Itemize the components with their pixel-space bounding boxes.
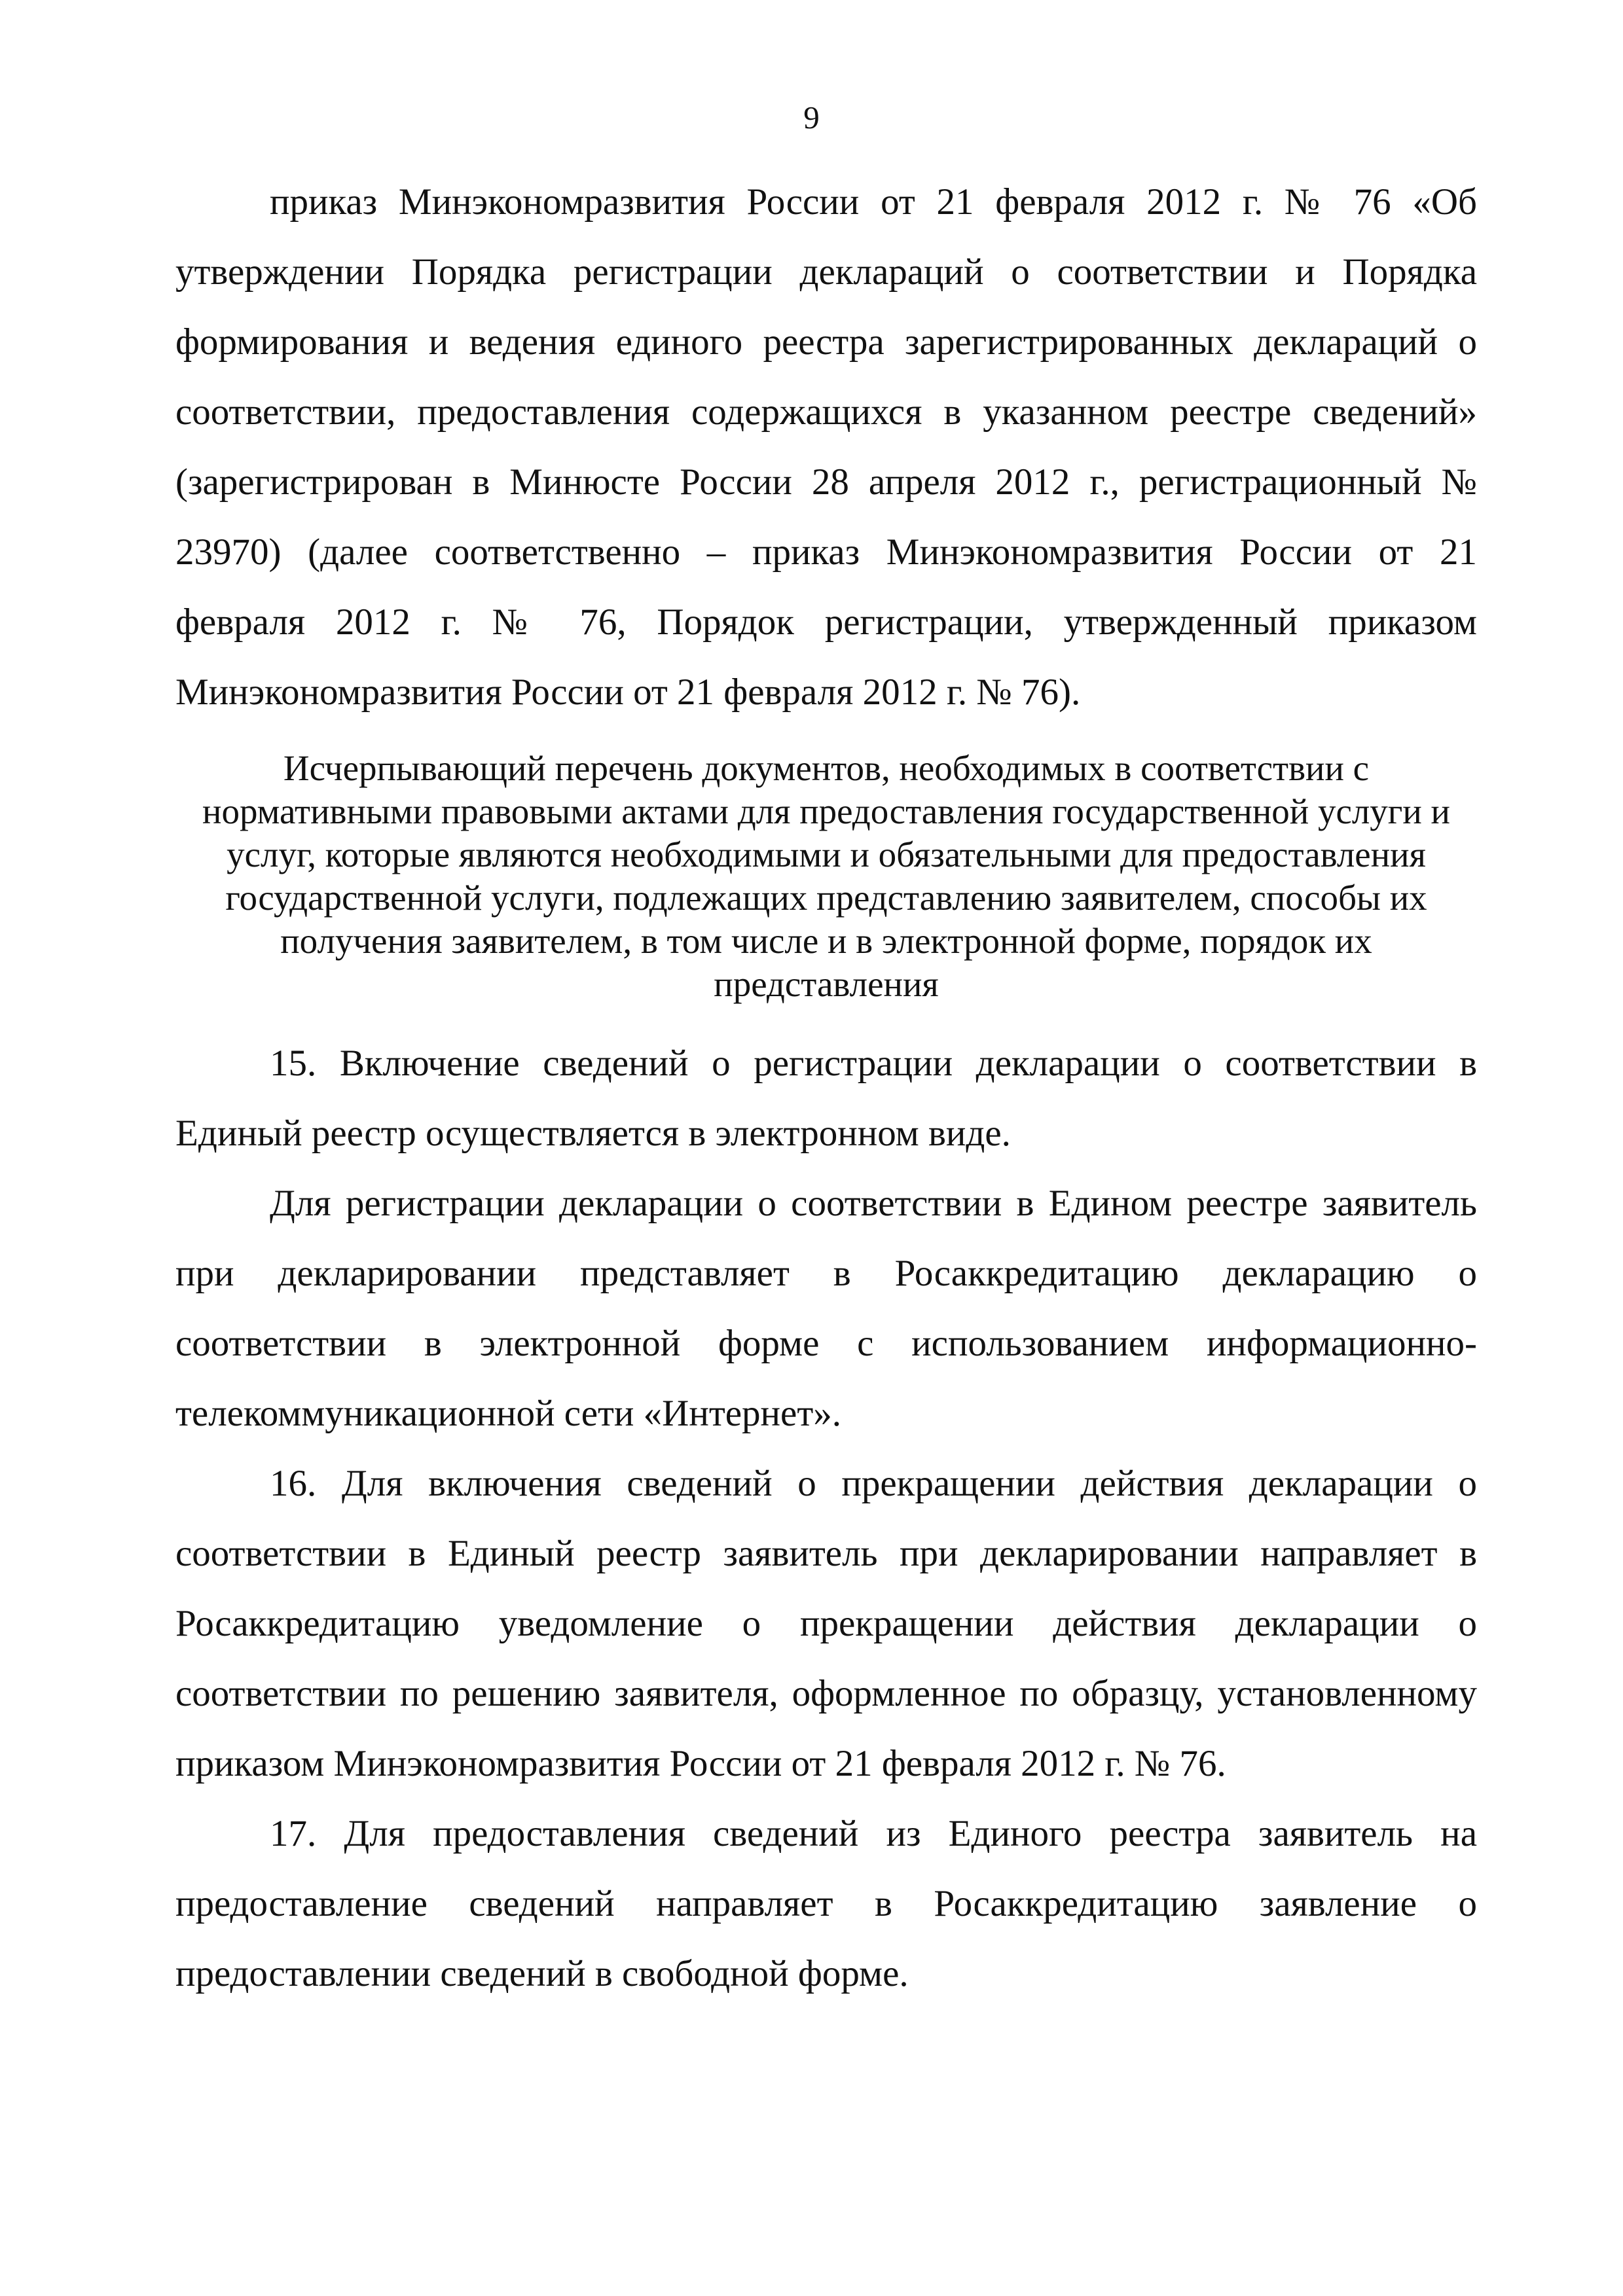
paragraph-15-registration: Для регистрации декларации о соответствии в Едином реестре заявитель при декларировании представляет в Росаккредитацию декларацию о соответствии в электронной форме с использованием информационно-телекоммуникационной сети «Интернет». (175, 1183, 1477, 1434)
document-body (175, 167, 1477, 2009)
continuation-paragraph: приказ Минэкономразвития России от 21 февраля 2012 г. № 76 «Об утверждении Порядка регистрации деклараций о соответствии и Порядка формирования и ведения единого реестра зарегистрированных деклараций о соответствии, предоставления содержащихся в указанном реестре сведений» (зарегистрирован в Минюсте России 28 апреля 2012 г., регистрационный № 23970) (далее соответственно – приказ Минэкономразвития России от 21 февраля 2012 г. № 76, Порядок регистрации, утвержденный приказом Минэкономразвития России от 21 февраля 2012 г. № 76). (175, 181, 1477, 713)
section-heading: Исчерпывающий перечень документов, необходимых в соответствии с нормативными правовыми актами для предоставления государственной услуги и услуг, которые являются необходимыми и обязательными для предоставления государственной услуги, подлежащих представлению заявителем, способы их получения заявителем, в том числе и в электронной форме, порядок их представления (202, 748, 1450, 1004)
paragraph-17: 17. Для предоставления сведений из Единого реестра заявитель на предоставление сведений направляет в Росаккредитацию заявление о предоставлении сведений в свободной форме. (175, 1813, 1477, 1994)
paragraph-15: 15. Включение сведений о регистрации декларации о соответствии в Единый реестр осуществляется в электронном виде. (175, 1043, 1477, 1154)
paragraph-16: 16. Для включения сведений о прекращении действия декларации о соответствии в Единый реестр заявитель при декларировании направляет в Росаккредитацию уведомление о прекращении действия декларации о соответствии по решению заявителя, оформленное по образцу, установленному приказом Минэкономразвития России от 21 февраля 2012 г. № 76. (175, 1463, 1477, 1784)
page-number: 9 (803, 99, 820, 135)
